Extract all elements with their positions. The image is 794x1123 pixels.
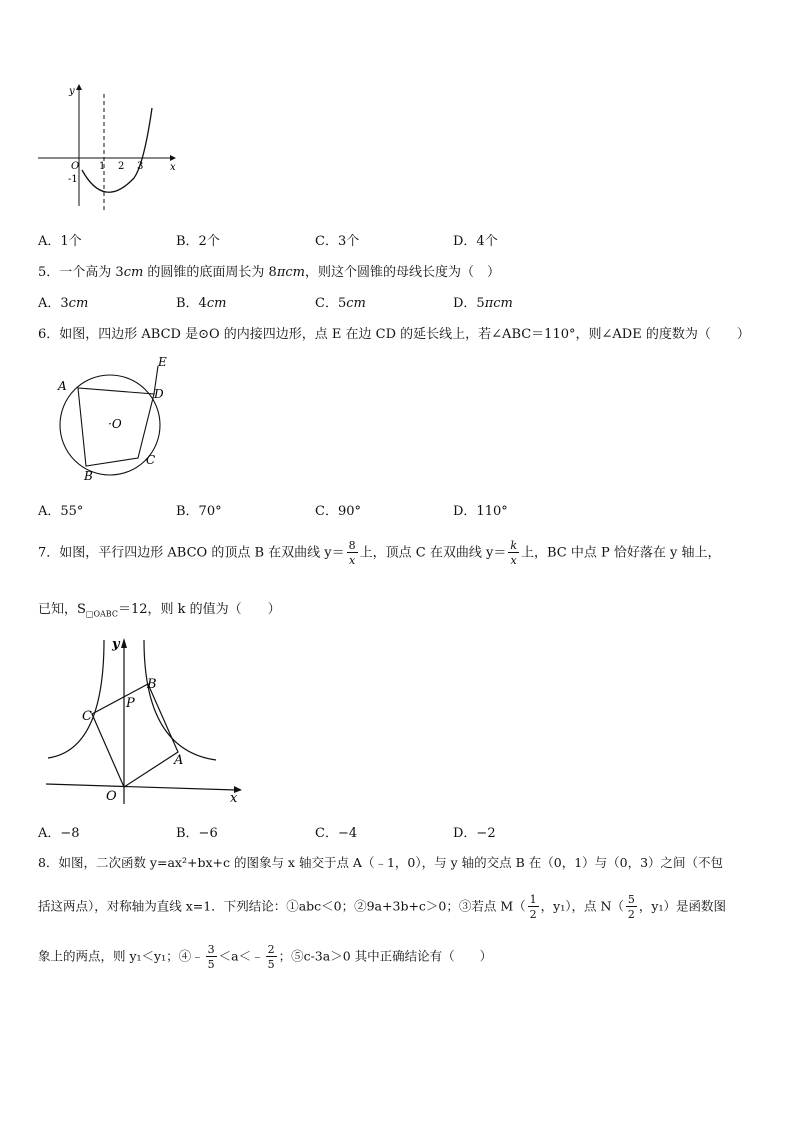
q5-option-b[interactable]: B．4cm (176, 296, 227, 311)
x-label: x (170, 162, 176, 173)
q4-option-c[interactable]: C．3个 (315, 234, 360, 249)
label-b: B (84, 469, 93, 483)
tick-neg1: -1 (68, 174, 78, 185)
tick-1: 1 (99, 161, 106, 172)
label-x: x (230, 791, 238, 806)
fraction-3-over-5: $\frac{3}{5}$ (207, 943, 215, 971)
question-6: 6．如图，四边形 ABCD 是⊙O 的内接四边形，点 E 在边 CD 的延长线上，若∠ABC＝110°，则∠ADE 的度数为（ ） (38, 327, 750, 342)
label-c: C (146, 453, 156, 467)
q7-option-a[interactable]: A．−8 (38, 826, 80, 841)
parabola-figure (30, 78, 190, 218)
fraction-2-over-5: $\frac{2}{5}$ (267, 943, 275, 971)
origin-label: O (71, 161, 80, 172)
q6-option-b[interactable]: B．70° (176, 504, 222, 519)
q7-option-c[interactable]: C．−4 (315, 826, 358, 841)
x-axis (46, 784, 236, 790)
question-8-line3: 象上的两点，则 y₁＜y₁；④﹣ $\frac{3}{5}$ ＜a＜﹣ $\frac{2}{5}$ ；⑤c-3a＞0 其中正确结论有（ ） (38, 943, 493, 971)
label-d: D (154, 387, 164, 401)
hyperbola-left (48, 640, 104, 758)
label-a: A (174, 753, 184, 768)
tick-3: 3 (137, 161, 144, 172)
q7-option-b[interactable]: B．−6 (176, 826, 218, 841)
question-8-line1: 8．如图，二次函数 y=ax²+bx+c 的图象与 x 轴交于点 A（﹣1，0），与 y 轴的交点 B 在（0，1）与（0，3）之间（不包 (38, 855, 724, 870)
q5-option-c[interactable]: C．5cm (315, 296, 366, 311)
question-5: 5．一个高为 3cm 的圆锥的底面周长为 8πcm，则这个圆锥的母线长度为（ ） (38, 265, 501, 280)
label-y: y (112, 637, 120, 652)
label-p: P (126, 696, 135, 711)
q5-option-a[interactable]: A．3cm (38, 296, 89, 311)
q7-option-d[interactable]: D．−2 (453, 826, 496, 841)
q6-option-a[interactable]: A．55° (38, 504, 84, 519)
hyperbola-figure (44, 632, 269, 807)
q5-option-d[interactable]: D．5πcm (453, 296, 513, 311)
y-arrow-icon (76, 84, 82, 90)
fraction-8-over-x: $\frac{8}{x}$ (348, 539, 356, 567)
q4-option-b[interactable]: B．2个 (176, 234, 220, 249)
fraction-5-over-2: $\frac{5}{2}$ (627, 893, 635, 921)
label-e: E (158, 355, 167, 369)
label-o: O (106, 789, 117, 804)
question-7-line1: 7．如图，平行四边形 ABCO 的顶点 B 在双曲线 y＝ $\frac{8}{x}$ 上，顶点 C 在双曲线 y＝ $\frac{k}{x}$ 上，BC 中点 P 恰好落在 y 轴上， (38, 539, 721, 567)
circle-figure (52, 352, 182, 482)
q6-option-c[interactable]: C．90° (315, 504, 361, 519)
question-8-line2: 括这两点），对称轴为直线 x=1．下列结论：①abc＜0；②9a+3b+c＞0；③若点 M（ $\frac{1}{2}$ ，y₁），点 N（ $\frac{5}{2}$ ，y₁）是函数图 (38, 893, 726, 921)
label-o: ·O (108, 417, 122, 431)
tick-2: 2 (118, 161, 125, 172)
x-arrow-icon (170, 155, 176, 161)
y-arrow-icon (121, 638, 127, 648)
label-a: A (58, 379, 67, 393)
fraction-k-over-x: $\frac{k}{x}$ (510, 539, 517, 567)
q6-option-d[interactable]: D．110° (453, 504, 508, 519)
q4-option-d[interactable]: D．4个 (453, 234, 498, 249)
parallelogram-abco (92, 684, 178, 787)
fraction-1-over-2: $\frac{1}{2}$ (529, 893, 537, 921)
label-c: C (82, 709, 92, 724)
q4-option-a[interactable]: A．1个 (38, 234, 82, 249)
y-label: y (69, 86, 75, 97)
label-b: B (147, 677, 157, 692)
parabola-curve (82, 108, 152, 192)
question-7-line2: 已知，$S_{□OABC}=12$，则 k 的值为（ ） (38, 602, 281, 619)
